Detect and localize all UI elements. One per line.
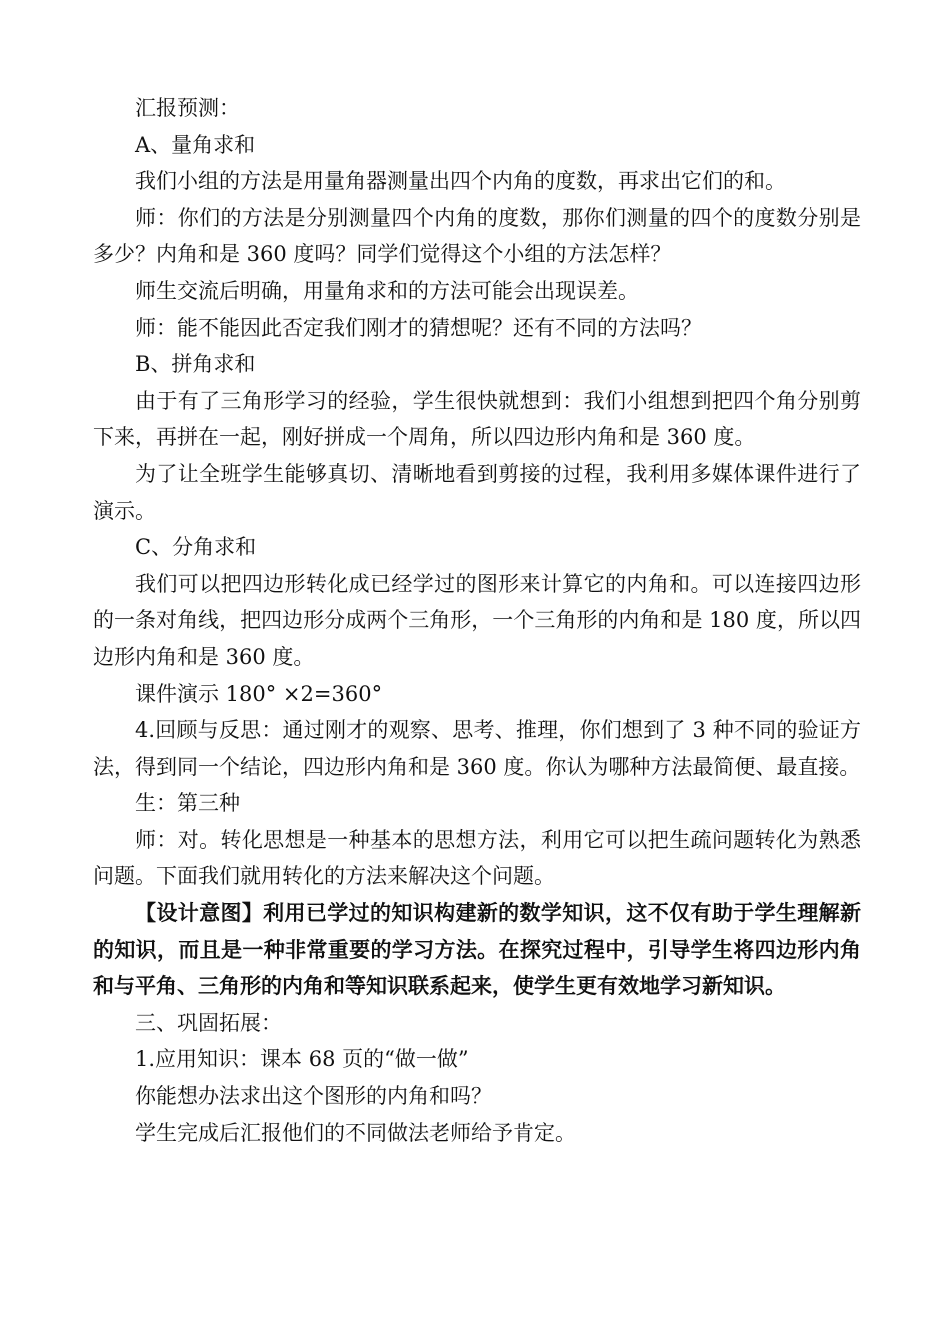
paragraph-method-a-desc: 我们小组的方法是用量角器测量出四个内角的度数，再求出它们的和。	[135, 169, 786, 194]
heading-method-a: A、量角求和	[135, 132, 256, 157]
paragraph-student-report: 学生完成后汇报他们的不同做法老师给予肯定。	[135, 1120, 576, 1145]
paragraph-method-c-desc: 我们可以把四边形转化成已经学过的图形来计算它的内角和。可以连接四边形的一条对角线，把四边形分成两个三角形，一个三角形的内角和是 180 度，所以四边形内角和是 360 度。	[93, 571, 861, 669]
heading-consolidation: 三、巩固拓展：	[135, 1010, 282, 1035]
paragraph-student-answer: 生：第三种	[135, 791, 240, 816]
paragraph-method-b-desc: 由于有了三角形学习的经验，学生很快就想到：我们小组想到把四个角分别剪下来，再拼在一起，刚好拼成一个周角，所以四边形内角和是 360 度。	[93, 388, 861, 450]
heading-method-c: C、分角求和	[135, 535, 257, 560]
paragraph-error-note: 师生交流后明确，用量角求和的方法可能会出现误差。	[135, 278, 639, 303]
paragraph-report-prediction: 汇报预测：	[135, 96, 240, 120]
paragraph-review-reflection: 4.回顾与反思：通过刚才的观察、思考、推理，你们想到了 3 种不同的验证方法，得到同一个结论，四边形内角和是 360 度。你认为哪种方法最简便、最直接。	[93, 718, 861, 779]
paragraph-question: 你能想办法求出这个图形的内角和吗？	[135, 1084, 492, 1109]
heading-method-b: B、拼角求和	[135, 352, 256, 377]
paragraph-apply-knowledge: 1.应用知识：课本 68 页的“做一做”	[135, 1047, 469, 1072]
paragraph-courseware-demo: 课件演示 180° ×2=360°	[135, 681, 383, 706]
paragraph-demo-note: 为了让全班学生能够真切、清晰地看到剪接的过程，我利用多媒体课件进行了演示。	[93, 461, 861, 523]
document-page	[93, 90, 861, 1151]
paragraph-design-intent: 【设计意图】利用已学过的知识构建新的数学知识，这不仅有助于学生理解新的知识，而且是一种非常重要的学习方法。在探究过程中，引导学生将四边形内角和与平角、三角形的内角和等知识联系起来，使学生更有效地学习新知识。	[93, 900, 861, 999]
paragraph-teacher-summary: 师：对。转化思想是一种基本的思想方法，利用它可以把生疏问题转化为熟悉问题。下面我们就用转化的方法来解决这个问题。	[93, 827, 861, 889]
paragraph-teacher-question: 师：你们的方法是分别测量四个内角的度数，那你们测量的四个的度数分别是多少？内角和是 360 度吗？同学们觉得这个小组的方法怎样？	[93, 205, 861, 267]
paragraph-teacher-followup: 师：能不能因此否定我们刚才的猜想呢？还有不同的方法吗？	[135, 315, 702, 340]
